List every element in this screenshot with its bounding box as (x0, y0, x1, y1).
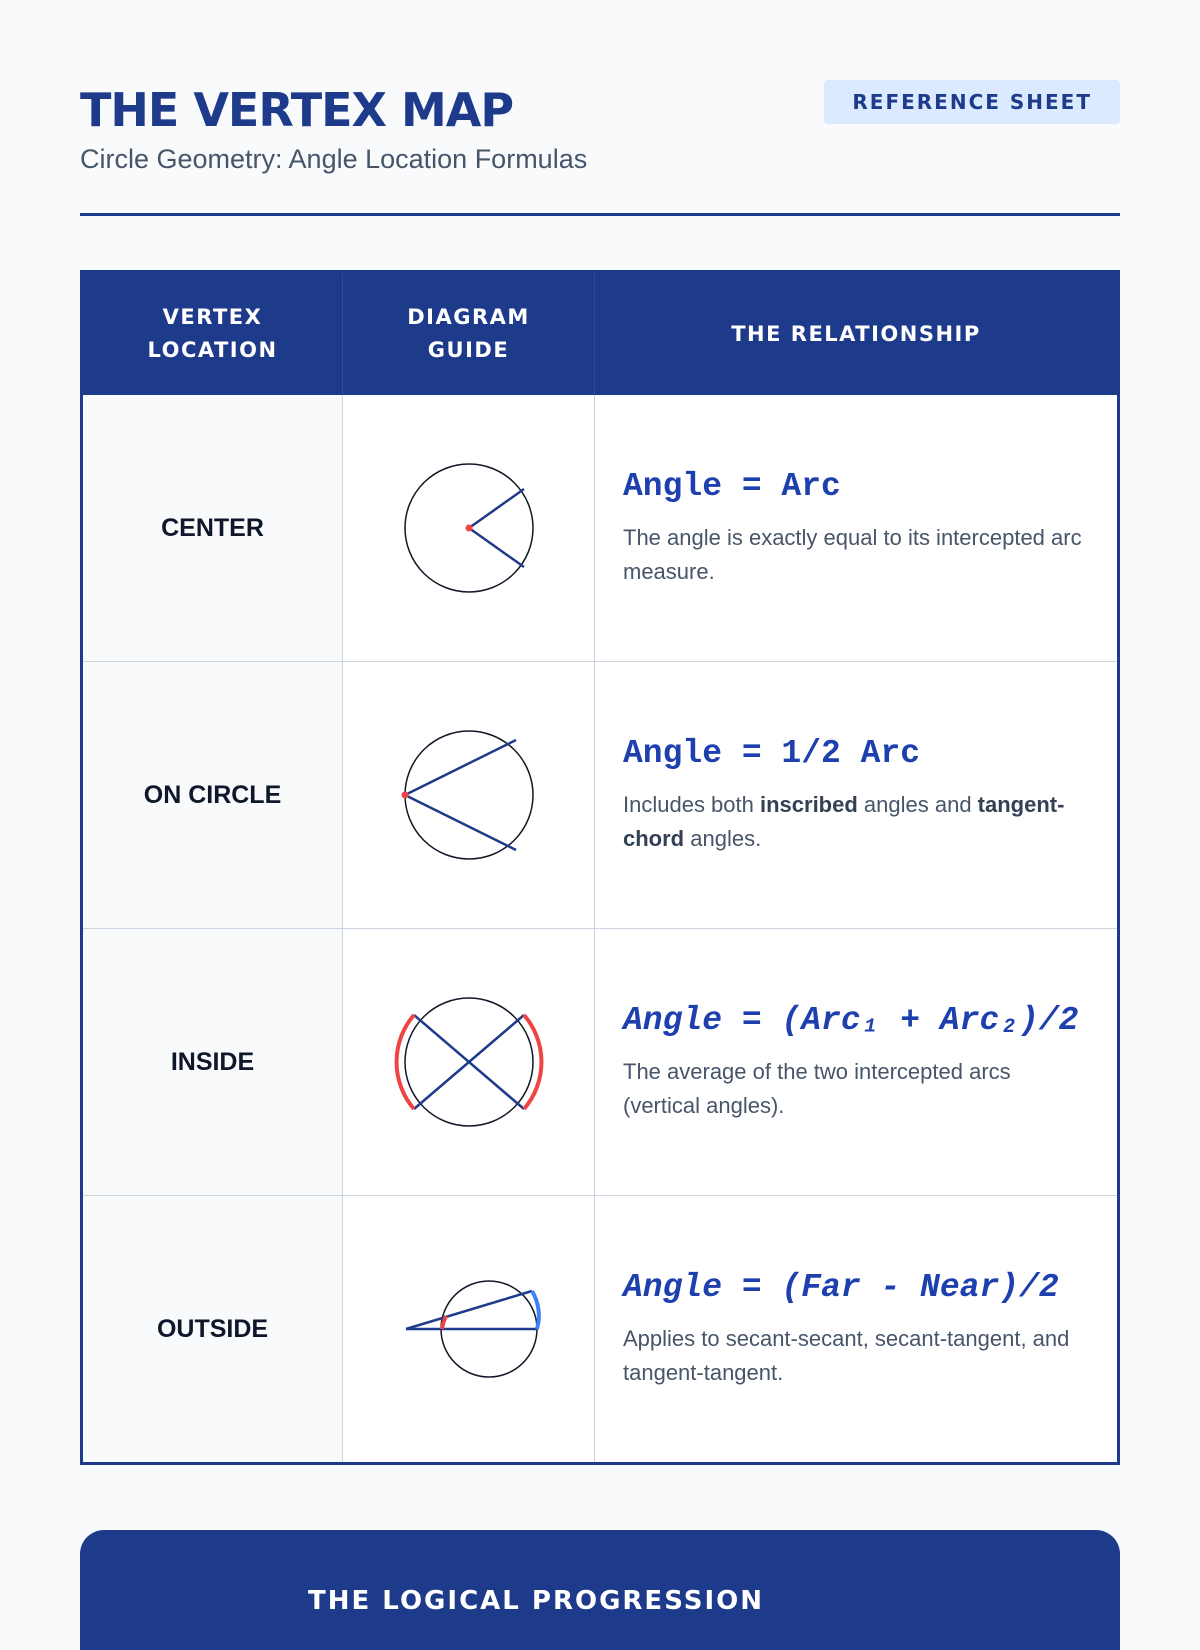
diagram-cell (343, 395, 595, 661)
column-header-diagram-guide: DIAGRAM GUIDE (343, 273, 595, 395)
vertex-location: OUTSIDE (83, 1196, 343, 1462)
description-bold: tangent-chord (623, 791, 1065, 851)
reference-sheet-badge: REFERENCE SHEET (824, 80, 1120, 124)
center-angle-diagram (394, 453, 544, 603)
column-header-vertex-location: VERTEX LOCATION (83, 273, 343, 395)
logical-progression-panel (80, 1530, 1120, 1650)
formula: Angle = 1/2 Arc (623, 734, 921, 772)
progression-title: THE LOGICAL PROGRESSION (308, 1586, 765, 1616)
secant-line (406, 1291, 532, 1329)
page-subtitle: Circle Geometry: Angle Location Formulas (80, 144, 588, 174)
column-header-relationship: THE RELATIONSHIP (731, 321, 981, 346)
vertex-table (80, 270, 1120, 1465)
intersecting-chords-diagram (384, 987, 554, 1137)
radius-line (469, 489, 524, 528)
description (623, 1055, 1089, 1123)
description (623, 788, 1089, 856)
vertex-point (401, 792, 408, 799)
description-text: angles. (684, 825, 762, 851)
diagram-cell (343, 929, 595, 1195)
description-text: angles and (857, 791, 978, 817)
radius-line (469, 528, 524, 567)
outside-secants-diagram (394, 1274, 544, 1384)
formula: Angle = Arc (623, 467, 841, 505)
relationship-cell (595, 662, 1117, 928)
description-text: Includes both (623, 791, 760, 817)
header-divider (80, 213, 1120, 216)
relationship-cell (595, 1196, 1117, 1462)
formula: Angle = (Far - Near)/2 (623, 1268, 1059, 1306)
vertex-location: INSIDE (83, 929, 343, 1195)
relationship-cell (595, 929, 1117, 1195)
table-header (83, 273, 1117, 395)
diagram-cell (343, 1196, 595, 1462)
vertex-point (465, 525, 472, 532)
relationship-cell (595, 395, 1117, 661)
description-bold: inscribed (759, 791, 858, 817)
vertex-location: ON CIRCLE (83, 662, 343, 928)
vertex-location: CENTER (83, 395, 343, 661)
diagram-cell (343, 662, 595, 928)
description-text: The angle is exactly equal to its intercepted arc measure. (623, 524, 1082, 584)
description (623, 521, 1089, 589)
inscribed-angle-diagram (394, 720, 544, 870)
table-row-outside (83, 1195, 1117, 1462)
table-row-on-circle (83, 661, 1117, 928)
table-row-inside (83, 928, 1117, 1195)
page-header (80, 80, 1120, 175)
description (623, 1322, 1089, 1390)
page-title: THE VERTEX MAP (80, 83, 514, 137)
formula: Angle = (Arc₁ + Arc₂)/2 (623, 1001, 1079, 1039)
chord-line (405, 795, 516, 850)
description-text: Applies to secant-secant, secant-tangent, and tangent-tangent. (623, 1325, 1070, 1385)
chord-line (405, 740, 516, 795)
table-row-center (83, 395, 1117, 661)
circle-outline (405, 731, 533, 859)
description-text: The average of the two intercepted arcs (vertical angles). (623, 1058, 1011, 1118)
